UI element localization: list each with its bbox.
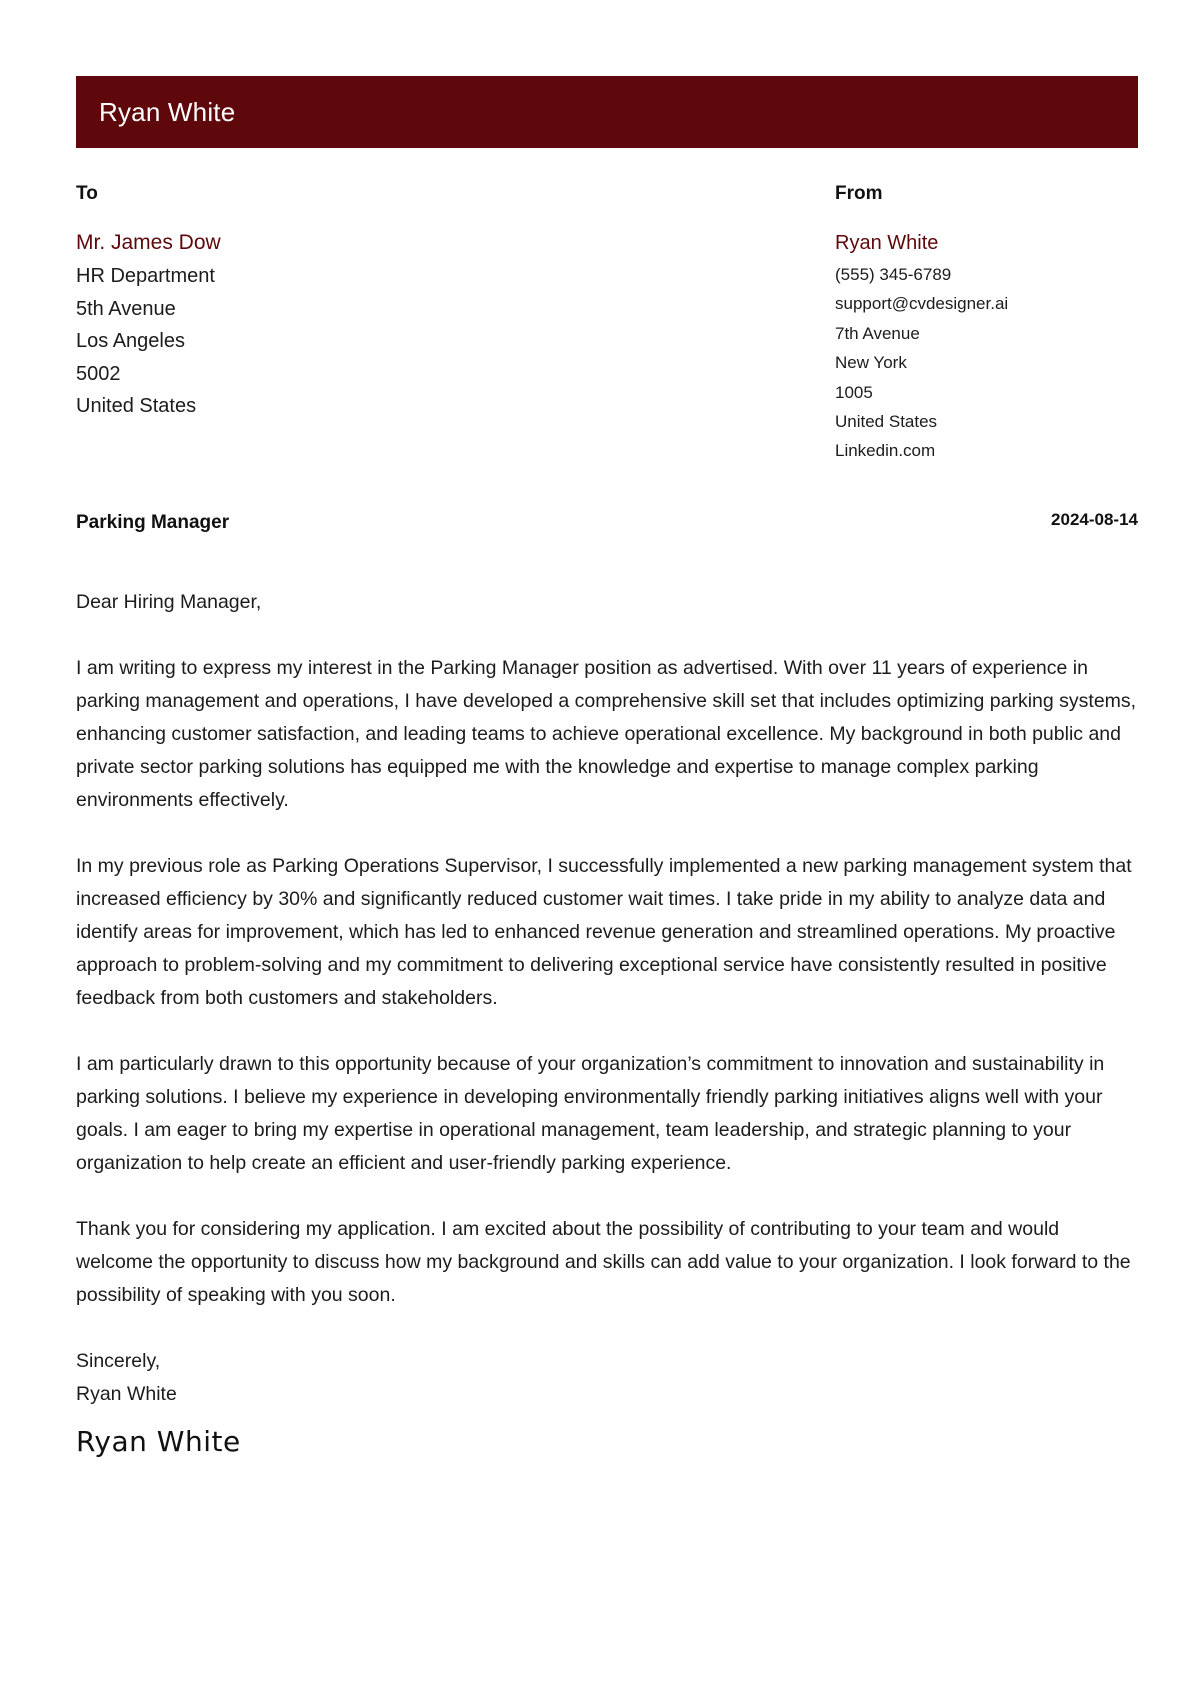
sender-name: Ryan White bbox=[835, 232, 939, 254]
sender-line: United States bbox=[835, 412, 938, 432]
letter-date: 2024-08-14 bbox=[1051, 510, 1138, 529]
salutation: Dear Hiring Manager, bbox=[76, 591, 262, 613]
recipient-line: United States bbox=[76, 395, 197, 417]
recipient-name: Mr. James Dow bbox=[76, 231, 221, 254]
sender-line: 7th Avenue bbox=[835, 323, 920, 343]
letter-body bbox=[76, 586, 1138, 1458]
sender-line: 1005 bbox=[835, 382, 873, 402]
sender-label: From bbox=[835, 183, 883, 204]
cover-letter-page bbox=[76, 76, 1138, 1458]
sender-line: New York bbox=[835, 353, 907, 373]
sender-phone: (555) 345-6789 bbox=[835, 265, 952, 284]
closing-name: Ryan White bbox=[76, 1383, 177, 1405]
header-bar bbox=[76, 76, 1138, 148]
paragraph: I am particularly drawn to this opportunity because of your organization’s commitment to innovation and sustainability in parking solutions. I believe my experience in developing environmentally friendly parking initiatives aligns well with your goals. I am eager to bring my expertise in operational management, team leadership, and strategic planning to your organization to help create an efficient and user-friendly parking experience. bbox=[76, 1053, 1105, 1174]
valediction: Sincerely, bbox=[76, 1350, 161, 1372]
recipient-line: 5th Avenue bbox=[76, 297, 176, 320]
recipient-line: Los Angeles bbox=[76, 330, 185, 352]
address-section bbox=[76, 148, 1138, 468]
recipient-line: 5002 bbox=[76, 362, 121, 385]
recipient-label: To bbox=[76, 183, 98, 204]
job-title: Parking Manager bbox=[76, 512, 230, 533]
recipient-line: HR Department bbox=[76, 265, 215, 287]
paragraph: Thank you for considering my application. I am excited about the possibility of contributing to your team and would welcome the opportunity to discuss how my background and skills can add value to your organization. I look forward to the possibility of speaking with you soon. bbox=[76, 1218, 1131, 1306]
subject-row bbox=[76, 512, 1138, 542]
paragraph: In my previous role as Parking Operations Supervisor, I successfully implemented a new parking management system that increased efficiency by 30% and significantly reduced customer wait times. I take pride in my ability to analyze data and identify areas for improvement, which has led to enhanced revenue generation and streamlined operations. My proactive approach to problem-solving and my commitment to delivering exceptional service have consistently resulted in positive feedback from both customers and stakeholders. bbox=[76, 855, 1132, 1009]
signature: Ryan White bbox=[76, 1425, 241, 1458]
sender-email: support@cvdesigner.ai bbox=[835, 294, 1009, 314]
header-name: Ryan White bbox=[99, 96, 236, 127]
sender-linkedin: Linkedin.com bbox=[835, 441, 936, 461]
paragraph: I am writing to express my interest in the Parking Manager position as advertised. With over 11 years of experience in parking management and operations, I have developed a comprehensive skill set that includes optimizing parking systems, enhancing customer satisfaction, and leading teams to achieve operational excellence. My background in both public and private sector parking solutions has equipped me with the knowledge and expertise to manage complex parking environments effectively. bbox=[76, 657, 1137, 811]
